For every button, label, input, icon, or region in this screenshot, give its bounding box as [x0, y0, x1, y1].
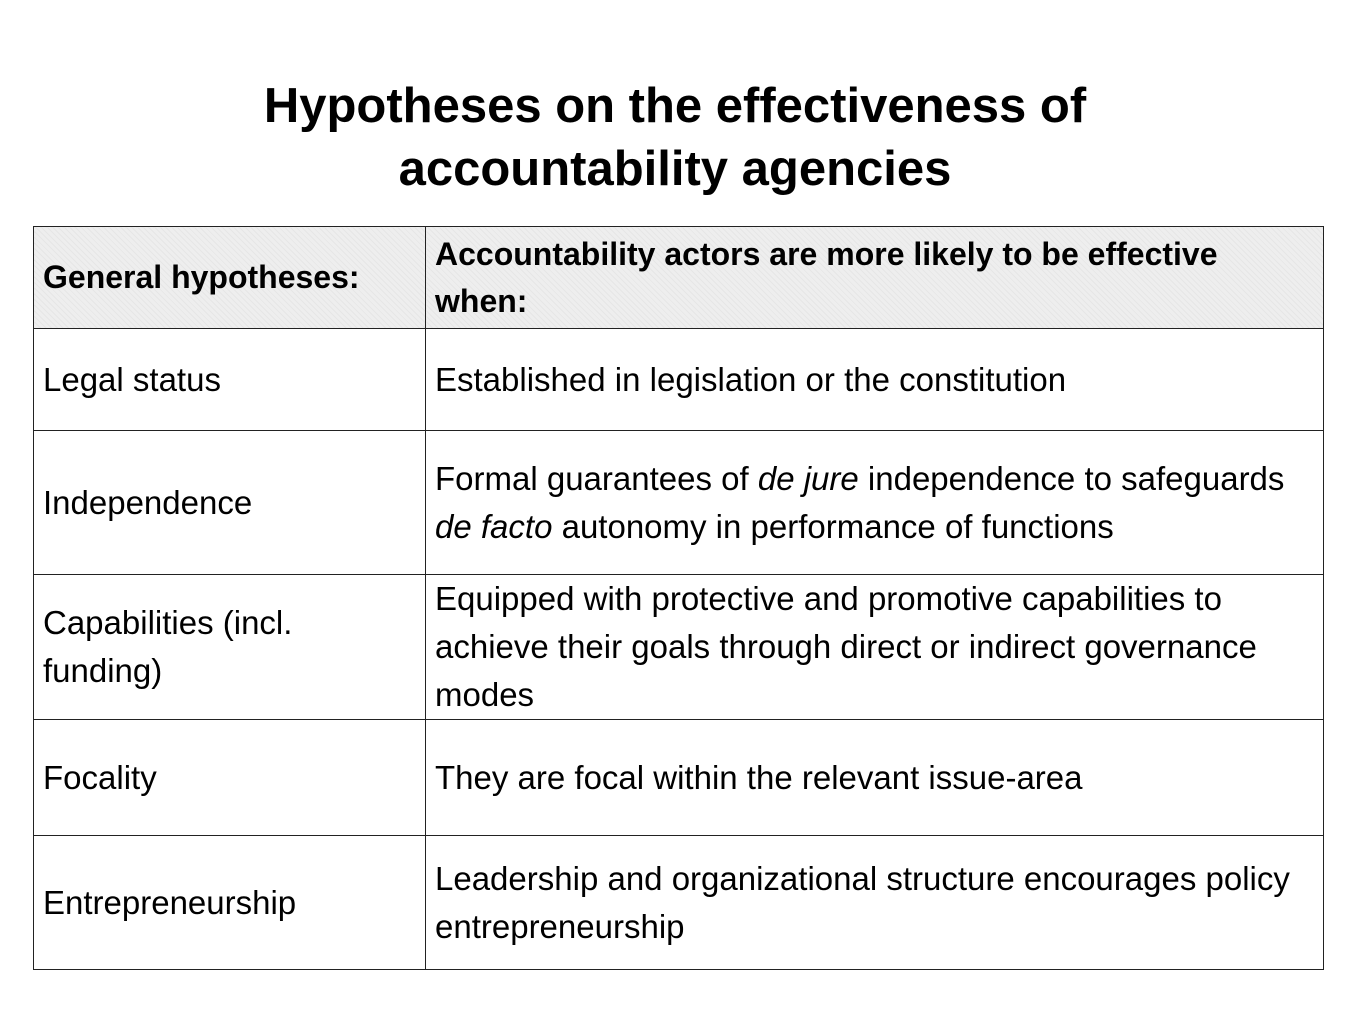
table-row: [34, 836, 1324, 970]
header-general-hypotheses: General hypotheses:: [34, 227, 426, 329]
condition-cell: [426, 431, 1324, 575]
hypothesis-cell: Focality: [34, 720, 426, 836]
condition-cell: Established in legislation or the constitution: [426, 329, 1324, 431]
slide-title-line-2: accountability agencies: [398, 141, 952, 196]
table-header-row: [34, 227, 1324, 329]
hypothesis-cell: Entrepreneurship: [34, 836, 426, 970]
slide-title-line-1: Hypotheses on the effectiveness of: [263, 78, 1087, 133]
table-row: [34, 720, 1324, 836]
condition-emphasis: de jure: [757, 459, 859, 497]
condition-cell: Equipped with protective and promotive capabilities to achieve their goals through direct or indirect governance modes: [426, 575, 1324, 720]
table-row: [34, 575, 1324, 720]
hypotheses-table: [33, 226, 1324, 970]
table-row: [34, 431, 1324, 575]
condition-cell: They are focal within the relevant issue-area: [426, 720, 1324, 836]
slide-title: [0, 75, 1350, 201]
hypothesis-cell: Legal status: [34, 329, 426, 431]
condition-emphasis: de facto: [435, 507, 553, 545]
condition-cell: Leadership and organizational structure encourages policy entrepreneurship: [426, 836, 1324, 970]
condition-text: autonomy in performance of functions: [552, 507, 1114, 545]
condition-text: independence to safeguards: [858, 459, 1285, 497]
condition-text: Formal guarantees of: [435, 459, 758, 497]
header-effective-when: Accountability actors are more likely to be effective when:: [426, 227, 1324, 329]
table-row: [34, 329, 1324, 431]
hypothesis-cell: Independence: [34, 431, 426, 575]
hypothesis-cell: Capabilities (incl. funding): [34, 575, 426, 720]
